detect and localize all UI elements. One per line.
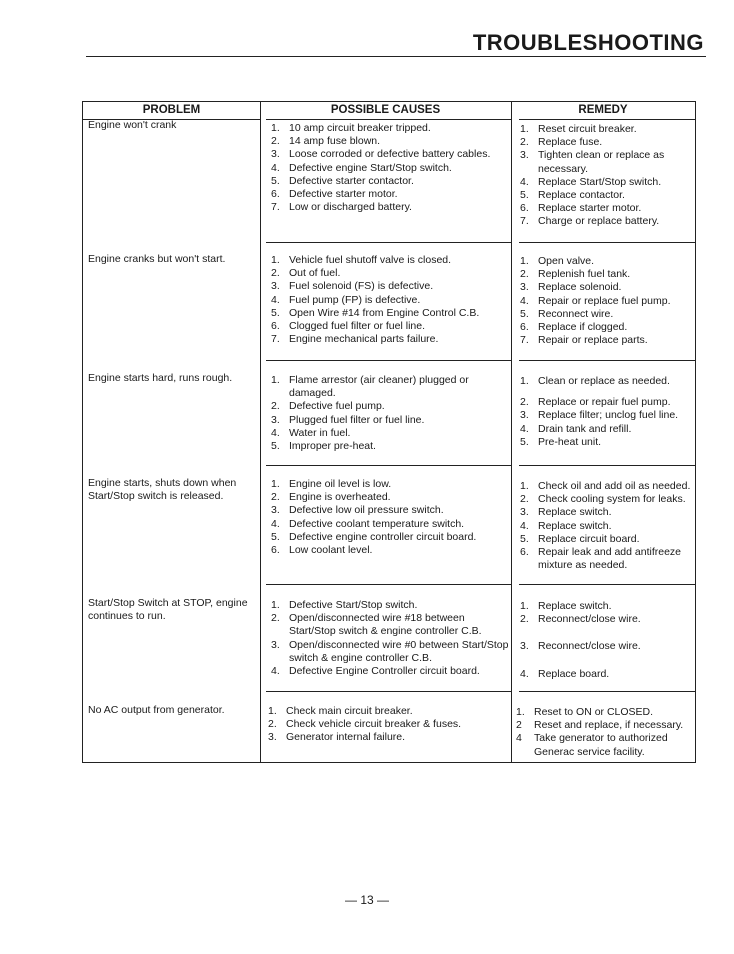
list-item: 4. Repair or replace fuel pump. bbox=[520, 294, 671, 307]
list-item: 4. Defective Engine Controller circuit board. bbox=[271, 665, 480, 678]
problem-text: Engine cranks but won't start. bbox=[88, 253, 226, 265]
list-item: 2. Open/disconnected wire #18 between Start/Stop switch & engine controller C.B. bbox=[271, 612, 482, 638]
list-item: 6. Replace starter motor. bbox=[520, 202, 642, 215]
problem-text: Engine starts hard, runs rough. bbox=[88, 372, 233, 384]
list-item: 6. Clogged fuel filter or fuel line. bbox=[271, 320, 425, 333]
row-divider bbox=[519, 584, 695, 585]
list-item: 3. Loose corroded or defective battery cables. bbox=[271, 148, 491, 161]
row-divider bbox=[519, 242, 695, 243]
list-item: 1. Replace switch. bbox=[520, 600, 612, 612]
causes-list bbox=[268, 705, 508, 745]
list-item: 4. Defective coolant temperature switch. bbox=[271, 517, 465, 530]
list-item: 4 Take generator to authorized Generac service facility. bbox=[516, 732, 668, 758]
remedies-list bbox=[520, 375, 694, 449]
problem-text: Start/Stop Switch at STOP, engine continues to run. bbox=[88, 597, 248, 622]
list-item: 3. Replace switch. bbox=[520, 506, 612, 519]
list-item: 5. Reconnect wire. bbox=[520, 307, 614, 320]
list-item: 1. Reset circuit breaker. bbox=[520, 123, 637, 135]
list-item: 3. Defective low oil pressure switch. bbox=[271, 504, 444, 517]
list-item: 6. Defective starter motor. bbox=[271, 188, 398, 201]
list-item: 2. Check cooling system for leaks. bbox=[520, 493, 686, 506]
causes-list bbox=[271, 254, 509, 346]
list-item: 7. Repair or replace parts. bbox=[520, 334, 648, 347]
remedies-list bbox=[520, 600, 694, 681]
list-item: 4. Defective engine Start/Stop switch. bbox=[271, 161, 452, 174]
header-causes: POSSIBLE CAUSES bbox=[330, 104, 441, 116]
header-remedy: REMEDY bbox=[578, 104, 628, 116]
remedies-list bbox=[520, 123, 694, 229]
list-item: 2. Reconnect/close wire. bbox=[520, 613, 641, 626]
column-divider bbox=[511, 102, 512, 762]
list-item: 6. Replace if clogged. bbox=[520, 321, 628, 334]
row-divider bbox=[266, 242, 511, 243]
list-item: 1. Clean or replace as needed. bbox=[520, 375, 670, 387]
row-divider bbox=[266, 584, 511, 585]
header-rule bbox=[266, 119, 511, 120]
list-item: 2. Replace or repair fuel pump. bbox=[520, 396, 671, 409]
remedies-list bbox=[520, 480, 694, 572]
list-item: 3. Tighten clean or replace as necessary. bbox=[520, 149, 665, 175]
list-item: 2. Engine is overheated. bbox=[271, 491, 391, 504]
page-number: — 13 — bbox=[344, 893, 389, 907]
list-item: 5. Defective engine controller circuit board. bbox=[271, 530, 477, 543]
list-item: 1. Check main circuit breaker. bbox=[268, 705, 413, 717]
row-divider bbox=[519, 691, 695, 692]
list-item: 4. Fuel pump (FP) is defective. bbox=[271, 293, 421, 306]
list-item: 3. Generator internal failure. bbox=[268, 731, 406, 744]
list-item: 5. Defective starter contactor. bbox=[271, 174, 414, 187]
list-item: 2. Replace fuse. bbox=[520, 136, 603, 149]
header-rule bbox=[519, 119, 695, 120]
list-item: 1. Flame arrestor (air cleaner) plugged or damaged. bbox=[271, 374, 469, 400]
remedies-list bbox=[520, 255, 694, 347]
list-item: 1. Engine oil level is low. bbox=[271, 478, 392, 490]
list-item: 3. Replace filter; unclog fuel line. bbox=[520, 409, 679, 422]
list-item: 5. Pre-heat unit. bbox=[520, 435, 602, 448]
list-item: 6. Low coolant level. bbox=[271, 544, 373, 557]
list-item: 3. Plugged fuel filter or fuel line. bbox=[271, 413, 425, 426]
list-item: 4. Drain tank and refill. bbox=[520, 422, 632, 435]
list-item: 7. Charge or replace battery. bbox=[520, 215, 660, 228]
list-item: 2. Replenish fuel tank. bbox=[520, 268, 631, 281]
troubleshooting-table bbox=[82, 101, 696, 763]
list-item: 7. Low or discharged battery. bbox=[271, 201, 412, 214]
list-item: 1. Open valve. bbox=[520, 255, 595, 267]
problem-text: Engine starts, shuts down when Start/Stop switch is released. bbox=[88, 477, 237, 502]
list-item: 2. Out of fuel. bbox=[271, 267, 341, 280]
list-item: 1. Reset to ON or CLOSED. bbox=[516, 706, 654, 718]
list-item: 2 Reset and replace, if necessary. bbox=[516, 719, 684, 732]
list-item: 4. Replace board. bbox=[520, 667, 610, 680]
list-item: 2. 14 amp fuse blown. bbox=[271, 135, 381, 148]
problem-text: Engine won't crank bbox=[88, 119, 177, 131]
row-divider bbox=[519, 465, 695, 466]
list-item: 5. Open Wire #14 from Engine Control C.B. bbox=[271, 306, 480, 319]
list-item: 1. Defective Start/Stop switch. bbox=[271, 599, 418, 611]
list-item: 4. Replace switch. bbox=[520, 519, 612, 532]
header-problem: PROBLEM bbox=[142, 104, 201, 116]
causes-list bbox=[271, 122, 509, 214]
list-item: 1. 10 amp circuit breaker tripped. bbox=[271, 122, 431, 134]
list-item: 6. Repair leak and add antifreeze mixture as needed. bbox=[520, 546, 682, 572]
list-item: 2. Check vehicle circuit breaker & fuses. bbox=[268, 718, 462, 731]
list-item: 7. Engine mechanical parts failure. bbox=[271, 333, 439, 346]
list-item: 3. Fuel solenoid (FS) is defective. bbox=[271, 280, 434, 293]
list-item: 4. Water in fuel. bbox=[271, 426, 351, 439]
column-divider bbox=[260, 102, 261, 762]
list-item: 1. Check oil and add oil as needed. bbox=[520, 480, 691, 492]
list-item: 3. Replace solenoid. bbox=[520, 281, 622, 294]
causes-list bbox=[271, 374, 509, 453]
causes-list bbox=[271, 599, 509, 678]
list-item: 5. Improper pre-heat. bbox=[271, 440, 376, 453]
problem-text: No AC output from generator. bbox=[88, 704, 225, 716]
title-rule bbox=[86, 56, 706, 57]
row-divider bbox=[266, 691, 511, 692]
row-divider bbox=[519, 360, 695, 361]
row-divider bbox=[266, 465, 511, 466]
causes-list bbox=[271, 478, 509, 557]
list-item: 1. Vehicle fuel shutoff valve is closed. bbox=[271, 254, 452, 266]
list-item: 3. Open/disconnected wire #0 between Start/Stop switch & engine controller C.B. bbox=[271, 638, 509, 664]
remedies-list bbox=[516, 706, 694, 759]
list-item: 3. Reconnect/close wire. bbox=[520, 640, 641, 653]
list-item: 2. Defective fuel pump. bbox=[271, 400, 385, 413]
list-item: 5. Replace contactor. bbox=[520, 189, 625, 202]
row-divider bbox=[266, 360, 511, 361]
list-item: 5. Replace circuit board. bbox=[520, 532, 640, 545]
page-title: TROUBLESHOOTING bbox=[472, 30, 704, 55]
list-item: 4. Replace Start/Stop switch. bbox=[520, 175, 662, 188]
